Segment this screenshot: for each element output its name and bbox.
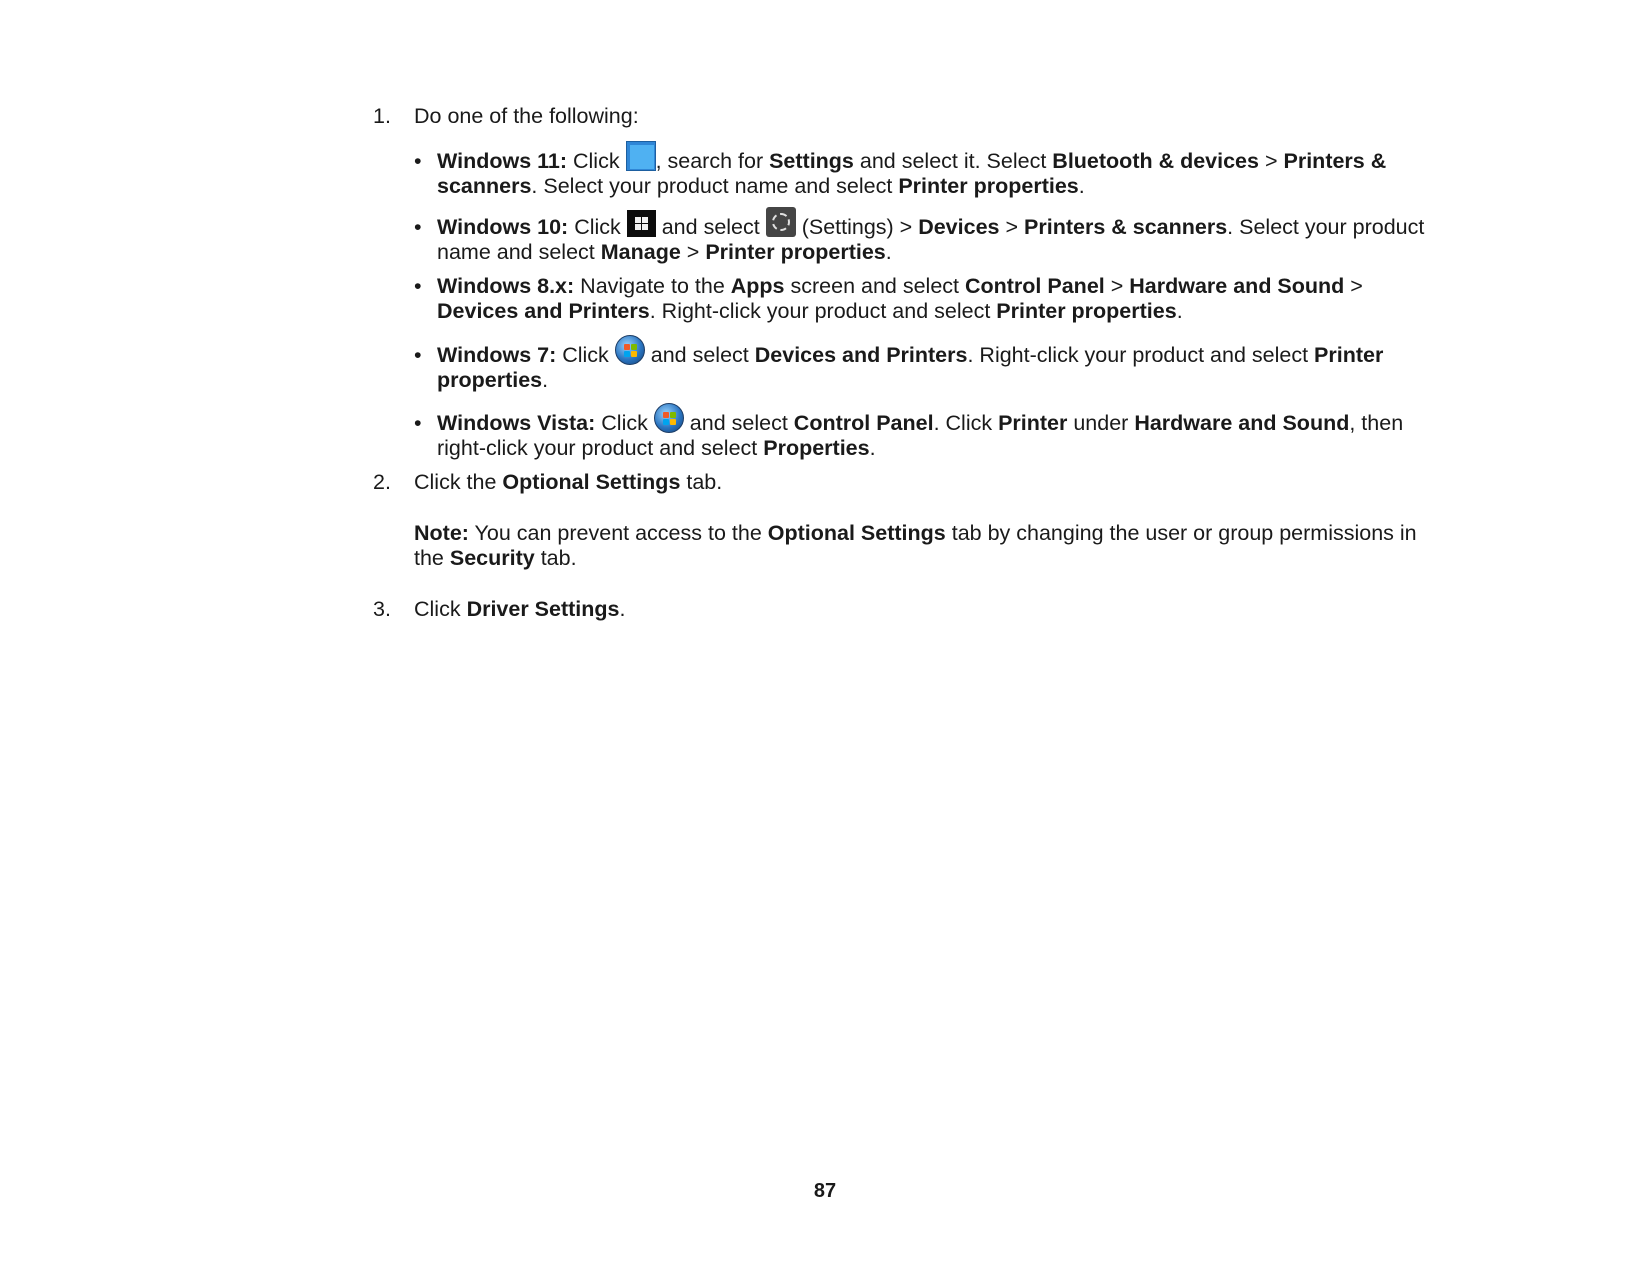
bold-term: Printer properties: [705, 240, 886, 264]
page-number: 87: [813, 1180, 837, 1202]
text-run: .: [885, 240, 892, 264]
bullet-text: [437, 215, 1437, 265]
text-run: .: [1176, 299, 1183, 323]
text-run: Click: [556, 343, 615, 367]
step-number: 3.: [373, 597, 391, 621]
step-text: [414, 470, 1434, 495]
bullet-dot: •: [414, 343, 422, 367]
bold-term: Printer: [998, 411, 1068, 435]
bold-term: Printer properties: [437, 343, 1384, 392]
bold-term: Properties: [763, 436, 870, 460]
os-label: Windows 11:: [437, 149, 568, 173]
windows-10-start-icon: [627, 210, 656, 237]
note-label: Note:: [414, 521, 469, 545]
text-run: tab.: [680, 470, 723, 494]
bold-term: Printers & scanners: [437, 149, 1387, 198]
bold-term: Apps: [730, 274, 785, 298]
bold-term: Settings: [769, 149, 854, 173]
text-run: .: [542, 368, 549, 392]
text-run: . Right-click your product and select: [649, 299, 997, 323]
os-label: Windows Vista:: [437, 411, 596, 435]
step-text: [414, 597, 1434, 622]
bullet-text: [437, 411, 1437, 461]
text-run: tab.: [534, 546, 577, 570]
text-run: . Click: [933, 411, 999, 435]
bullet-text: [437, 149, 1437, 199]
text-run: and select: [644, 343, 755, 367]
gear-icon: [766, 207, 796, 237]
bold-term: Hardware and Sound: [1129, 274, 1345, 298]
step-number: 1.: [373, 104, 391, 128]
bold-term: Optional Settings: [502, 470, 681, 494]
bullet-dot: •: [414, 149, 422, 173]
bold-term: Printer properties: [898, 174, 1079, 198]
text-run: >: [1258, 149, 1284, 173]
step-number: 2.: [373, 470, 391, 494]
bold-term: Control Panel: [964, 274, 1105, 298]
bullet-dot: •: [414, 215, 422, 239]
text-run: , search for: [655, 149, 770, 173]
note-text: [414, 521, 1434, 571]
os-label: Windows 10:: [437, 215, 569, 239]
bullet-text: [437, 274, 1437, 324]
bold-term: Devices and Printers: [437, 299, 650, 323]
text-run: Click: [568, 215, 627, 239]
windows-vista-start-orb-icon: [654, 403, 684, 433]
bullet-dot: •: [414, 411, 422, 435]
text-run: >: [680, 240, 706, 264]
text-run: You can prevent access to the: [468, 521, 768, 545]
bold-term: Printers & scanners: [1024, 215, 1228, 239]
bold-term: Devices and Printers: [754, 343, 968, 367]
text-run: .: [1078, 174, 1085, 198]
text-run: Click the: [414, 470, 503, 494]
text-run: and select: [655, 215, 766, 239]
bold-term: Hardware and Sound: [1134, 411, 1350, 435]
text-run: .: [619, 597, 626, 621]
bold-term: Security: [449, 546, 535, 570]
text-run: and select it. Select: [853, 149, 1053, 173]
text-run: . Select your product name and select: [437, 215, 1425, 264]
os-label: Windows 8.x:: [437, 274, 575, 298]
bullet-dot: •: [414, 274, 422, 298]
text-run: Navigate to the: [574, 274, 731, 298]
bold-term: Optional Settings: [767, 521, 946, 545]
bold-term: Printer properties: [996, 299, 1177, 323]
text-run: under: [1067, 411, 1135, 435]
bold-term: Driver Settings: [466, 597, 620, 621]
text-run: and select: [683, 411, 794, 435]
text-run: Click: [414, 597, 467, 621]
text-run: (Settings) >: [795, 215, 919, 239]
text-run: , then right-click your product and select: [437, 411, 1404, 460]
bold-term: Manage: [600, 240, 681, 264]
text-run: >: [1344, 274, 1363, 298]
text-run: >: [999, 215, 1025, 239]
text-run: Click: [567, 149, 626, 173]
text-run: tab by changing the user or group permissions in the: [414, 521, 1417, 570]
text-run: . Select your product name and select: [531, 174, 899, 198]
windows-7-start-orb-icon: [615, 335, 645, 365]
bold-term: Bluetooth & devices: [1052, 149, 1259, 173]
text-run: screen and select: [784, 274, 965, 298]
step-text: Do one of the following:: [414, 104, 639, 128]
bold-term: Devices: [918, 215, 1000, 239]
windows-11-start-icon: [626, 141, 656, 171]
text-run: . Right-click your product and select: [967, 343, 1315, 367]
os-label: Windows 7:: [437, 343, 557, 367]
bullet-text: [437, 343, 1437, 393]
text-run: >: [1104, 274, 1130, 298]
text-run: .: [869, 436, 876, 460]
bold-term: Control Panel: [793, 411, 934, 435]
text-run: Click: [595, 411, 654, 435]
